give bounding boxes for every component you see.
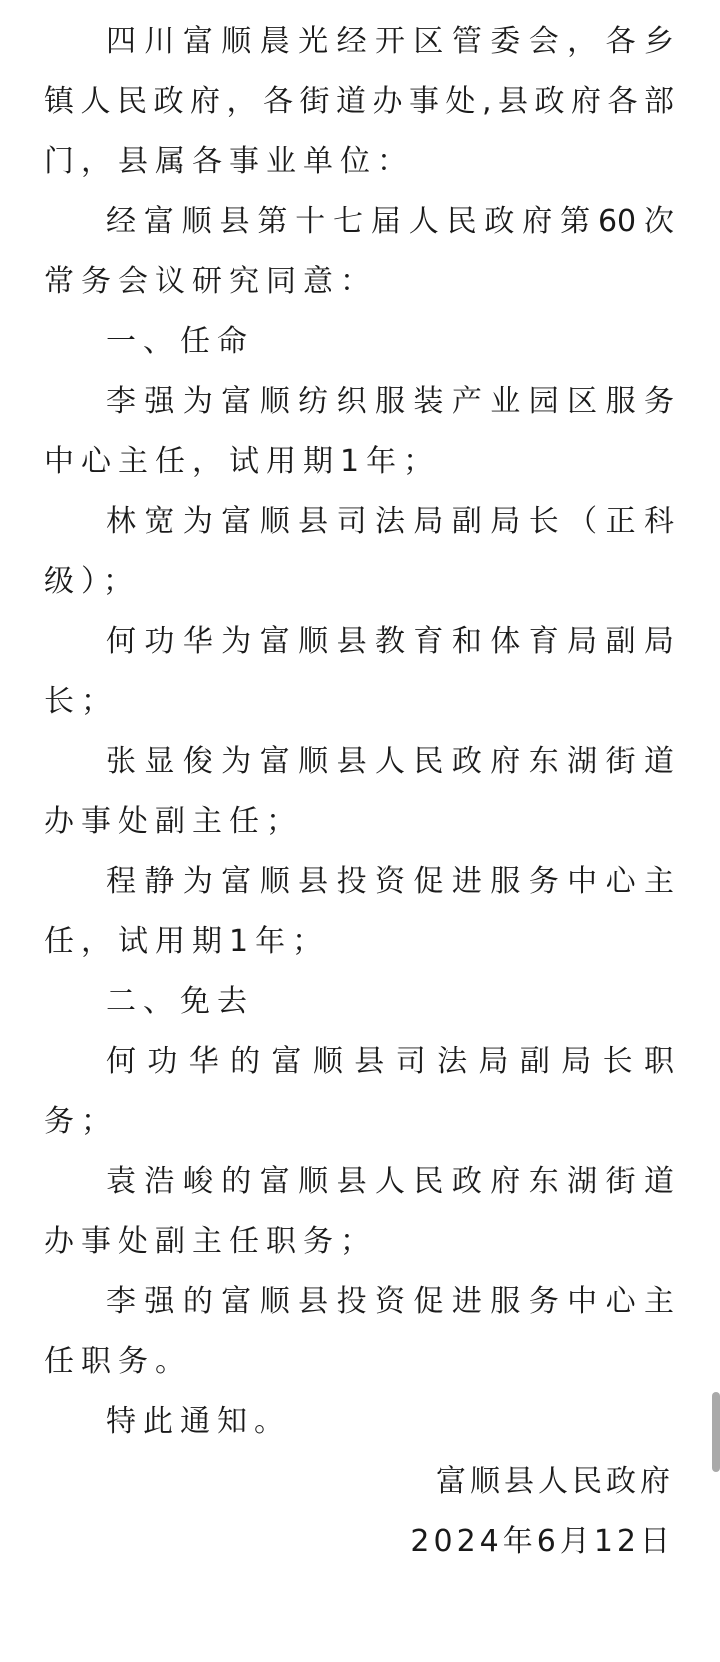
- text-line: 常务会议研究同意：: [44, 264, 377, 299]
- text-line: 四川富顺晨光经开区管委会，各乡: [106, 24, 674, 59]
- text-line: 李强的富顺县投资促进服务中心主: [106, 1284, 674, 1319]
- issuer-name: 富顺县人民政府: [436, 1464, 674, 1499]
- text-line: 务；: [44, 1104, 118, 1139]
- text-line: 林宽为富顺县司法局副局长（正科: [106, 504, 674, 539]
- text-line: 何功华的富顺县司法局副局长职: [106, 1044, 674, 1079]
- text-line: 长；: [44, 684, 118, 719]
- text-line: 经富顺县第十七届人民政府第60次: [106, 204, 674, 239]
- text-line: 任，试用期1年；: [44, 924, 330, 959]
- section-heading: 一、任命: [106, 324, 254, 359]
- text-line: 办事处副主任职务；: [44, 1224, 377, 1259]
- text-line: 袁浩峻的富顺县人民政府东湖街道: [106, 1164, 674, 1199]
- text-line: 中心主任，试用期1年；: [44, 444, 441, 479]
- scrollbar-thumb[interactable]: [712, 1392, 720, 1472]
- text-line: 程静为富顺县投资促进服务中心主: [106, 864, 674, 899]
- text-line: 镇人民政府，各街道办事处,县政府各部: [44, 84, 674, 119]
- text-line: 办事处副主任；: [44, 804, 303, 839]
- text-line: 何功华为富顺县教育和体育局副局: [106, 624, 674, 659]
- issue-date: 2024年6月12日: [410, 1524, 674, 1559]
- text-line: 门，县属各事业单位：: [44, 144, 414, 179]
- section-heading: 二、免去: [106, 984, 254, 1019]
- text-line: 特此通知。: [106, 1404, 291, 1439]
- text-line: 级）；: [44, 564, 140, 599]
- text-line: 任职务。: [44, 1344, 192, 1379]
- text-line: 张显俊为富顺县人民政府东湖街道: [106, 744, 674, 779]
- text-line: 李强为富顺纺织服装产业园区服务: [106, 384, 674, 419]
